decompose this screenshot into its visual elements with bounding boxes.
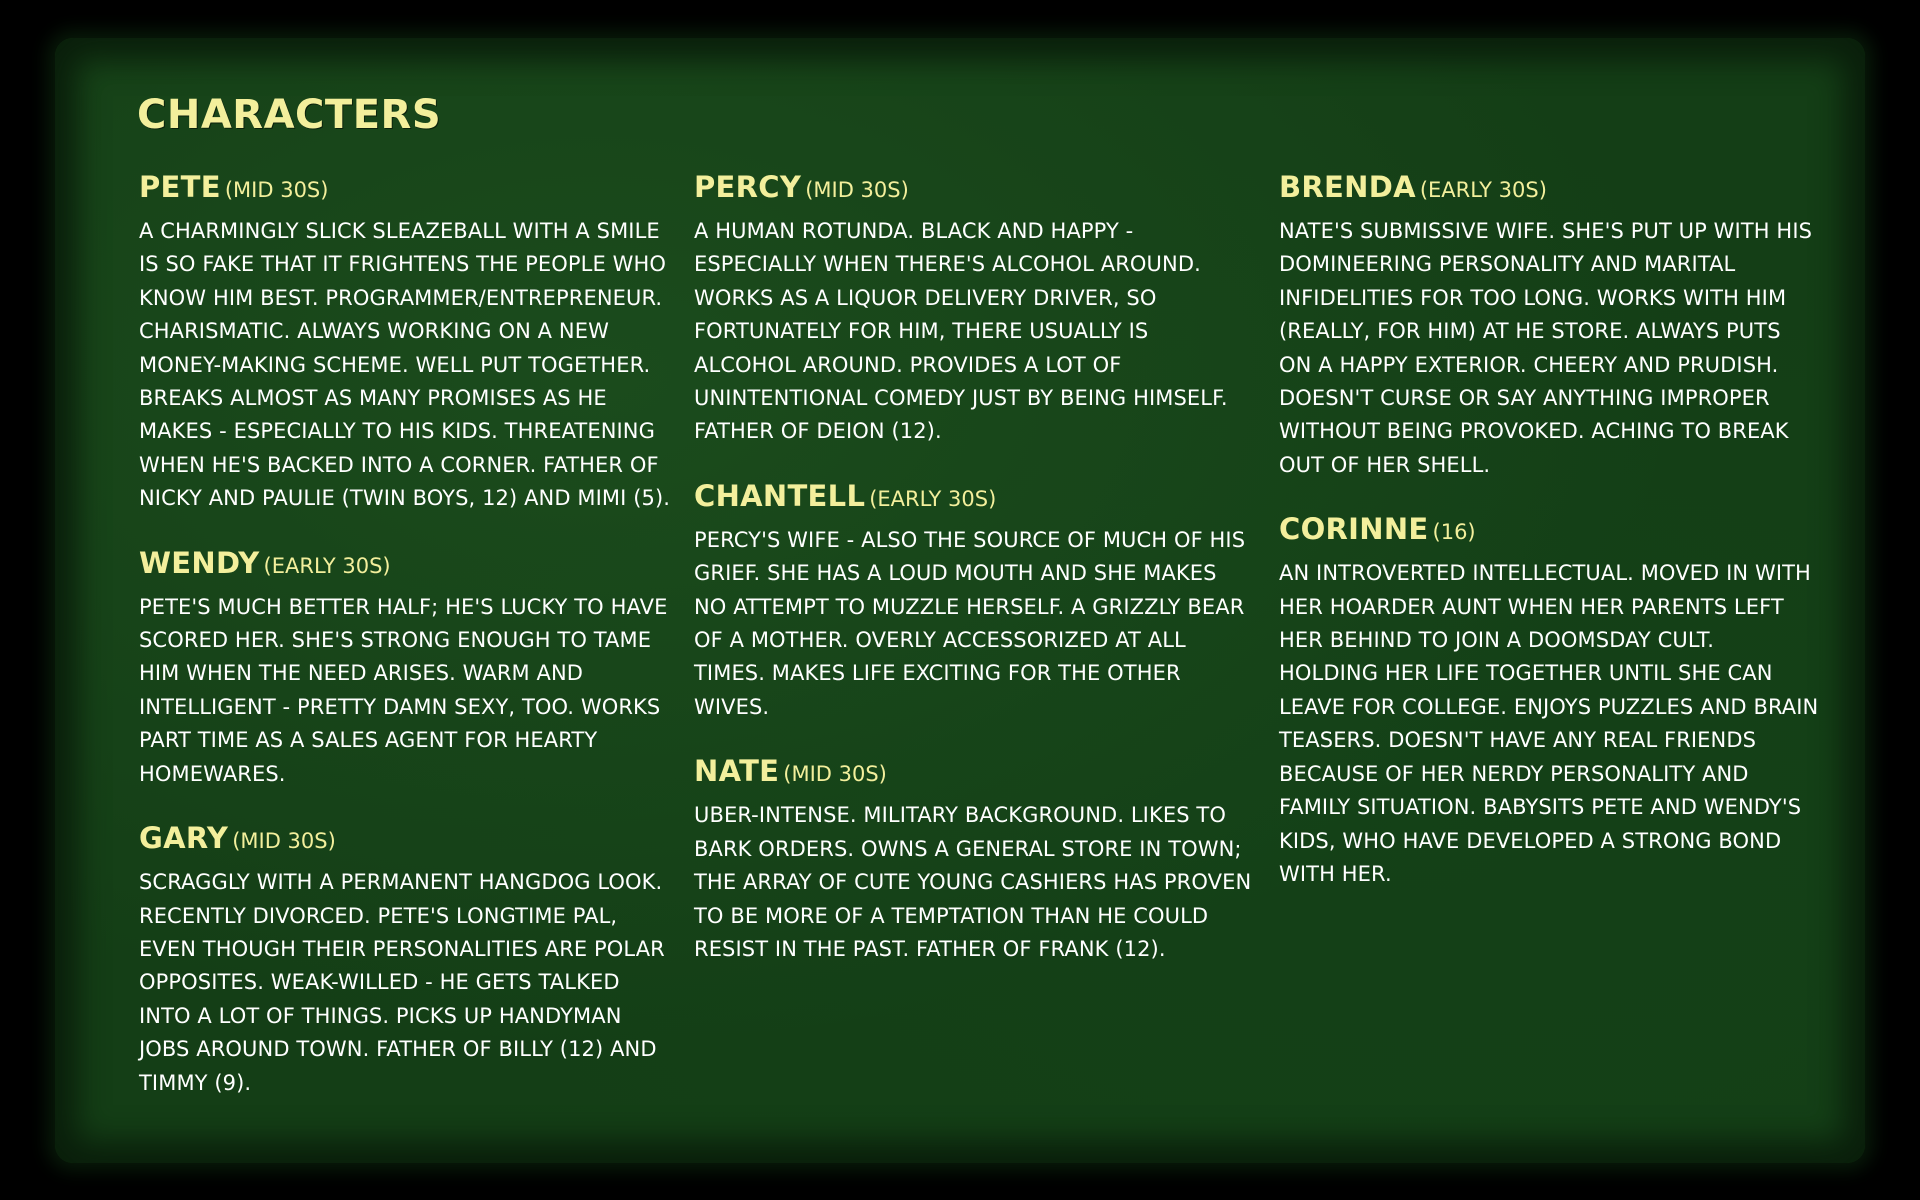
character-name: BRENDA [1279, 170, 1416, 204]
character-entry-wendy [139, 544, 674, 791]
character-age: (EARLY 30S) [1419, 178, 1547, 202]
character-name: CORINNE [1279, 512, 1429, 547]
character-description: A CHARMINGLY SLICK SLEAZEBALL WITH A SMILE IS SO FAKE THAT IT FRIGHTENS THE PEOPLE WHO KNOW HIM BEST. PROGRAMMER/ENTREPRENEUR. CHARISMATIC. ALWAYS WORKING ON A NEW MONEY-MAKING SCHEME. WELL PUT TOGETHER. BREAKS ALMOST AS MANY PROMISES AS HE MAKES - ESPECIALLY TO HIS KIDS. THREATENING WHEN HE'S BACKED INTO A CORNER. FATHER OF NICKY AND PAULIE (TWIN BOYS, 12) AND MIMI (5). [139, 219, 671, 511]
character-entry-pete [139, 168, 674, 516]
character-age: (16) [1432, 520, 1476, 545]
character-age: (EARLY 30S) [263, 553, 391, 578]
character-description: PERCY'S WIFE - ALSO THE SOURCE OF MUCH OF HIS GRIEF. SHE HAS A LOUD MOUTH AND SHE MAKES NO ATTEMPT TO MUZZLE HERSELF. A GRIZZLY BEAR OF A MOTHER. OVERLY ACCESSORIZED AT ALL TIMES. MAKES LIFE EXCITING FOR THE OTHER WIVES. [694, 527, 1246, 719]
character-description: PETE'S MUCH BETTER HALF; HE'S LUCKY TO HAVE SCORED HER. SHE'S STRONG ENOUGH TO TAME HIM WHEN THE NEED ARISES. WARM AND INTELLIGENT - PRETTY DAMN SEXY, TOO. WORKS PART TIME AS A SALES AGENT FOR HEARTY HOMEWARES. [139, 594, 668, 786]
character-age: (MID 30S) [224, 178, 329, 202]
column-2 [694, 168, 1254, 994]
character-age: (MID 30S) [783, 762, 887, 787]
character-name: PETE [139, 170, 221, 204]
character-age: (EARLY 30S) [869, 486, 997, 511]
character-description: NATE'S SUBMISSIVE WIFE. SHE'S PUT UP WITH HIS DOMINEERING PERSONALITY AND MARITAL INFIDELITIES FOR TOO LONG. WORKS WITH HIM (REALLY, FOR HIM) AT HE STORE. ALWAYS PUTS ON A HAPPY EXTERIOR. CHEERY AND PRUDISH. DOESN'T CURSE OR SAY ANYTHING IMPROPER WITHOUT BEING PROVOKED. ACHING TO BREAK OUT OF HER SHELL. [1279, 219, 1813, 477]
character-entry-percy [694, 168, 1254, 449]
character-name: GARY [139, 821, 229, 856]
column-1 [139, 168, 674, 1128]
character-age: (MID 30S) [805, 178, 909, 202]
character-description: UBER-INTENSE. MILITARY BACKGROUND. LIKES TO BARK ORDERS. OWNS A GENERAL STORE IN TOWN; THE ARRAY OF CUTE YOUNG CASHIERS HAS PROVEN TO BE MORE OF A TEMPTATION THAN HE COULD RESIST IN THE PAST. FATHER OF FRANK (12). [694, 803, 1252, 961]
character-age: (MID 30S) [232, 829, 336, 854]
character-description: SCRAGGLY WITH A PERMANENT HANGDOG LOOK. RECENTLY DIVORCED. PETE'S LONGTIME PAL, EVEN THOUGH THEIR PERSONALITIES ARE POLAR OPPOSITES. WEAK-WILLED - HE GETS TALKED INTO A LOT OF THINGS. PICKS UP HANDYMAN JOBS AROUND TOWN. FATHER OF BILLY (12) AND TIMMY (9). [139, 870, 665, 1095]
page-title: CHARACTERS [137, 92, 442, 138]
character-name: WENDY [139, 545, 260, 580]
column-3 [1279, 168, 1819, 919]
character-description: A HUMAN ROTUNDA. BLACK AND HAPPY - ESPECIALLY WHEN THERE'S ALCOHOL AROUND. WORKS AS A LIQUOR DELIVERY DRIVER, SO FORTUNATELY FOR HIM, THERE USUALLY IS ALCOHOL AROUND. PROVIDES A LOT OF UNINTENTIONAL COMEDY JUST BY BEING HIMSELF. FATHER OF DEION (12). [694, 219, 1228, 444]
character-entry-corinne [1279, 510, 1819, 891]
character-entry-gary [139, 819, 674, 1100]
character-description: AN INTROVERTED INTELLECTUAL. MOVED IN WITH HER HOARDER AUNT WHEN HER PARENTS LEFT HER BEHIND TO JOIN A DOOMSDAY CULT. HOLDING HER LIFE TOGETHER UNTIL SHE CAN LEAVE FOR COLLEGE. ENJOYS PUZZLES AND BRAIN TEASERS. DOESN'T HAVE ANY REAL FRIENDS BECAUSE OF HER NERDY PERSONALITY AND FAMILY SITUATION. BABYSITS PETE AND WENDY'S KIDS, WHO HAVE DEVELOPED A STRONG BOND WITH HER. [1279, 561, 1819, 886]
character-entry-chantell [694, 477, 1254, 724]
character-name: CHANTELL [694, 478, 866, 513]
character-name: NATE [694, 754, 780, 789]
character-entry-brenda [1279, 168, 1819, 482]
character-name: PERCY [694, 170, 802, 204]
character-entry-nate [694, 752, 1254, 966]
